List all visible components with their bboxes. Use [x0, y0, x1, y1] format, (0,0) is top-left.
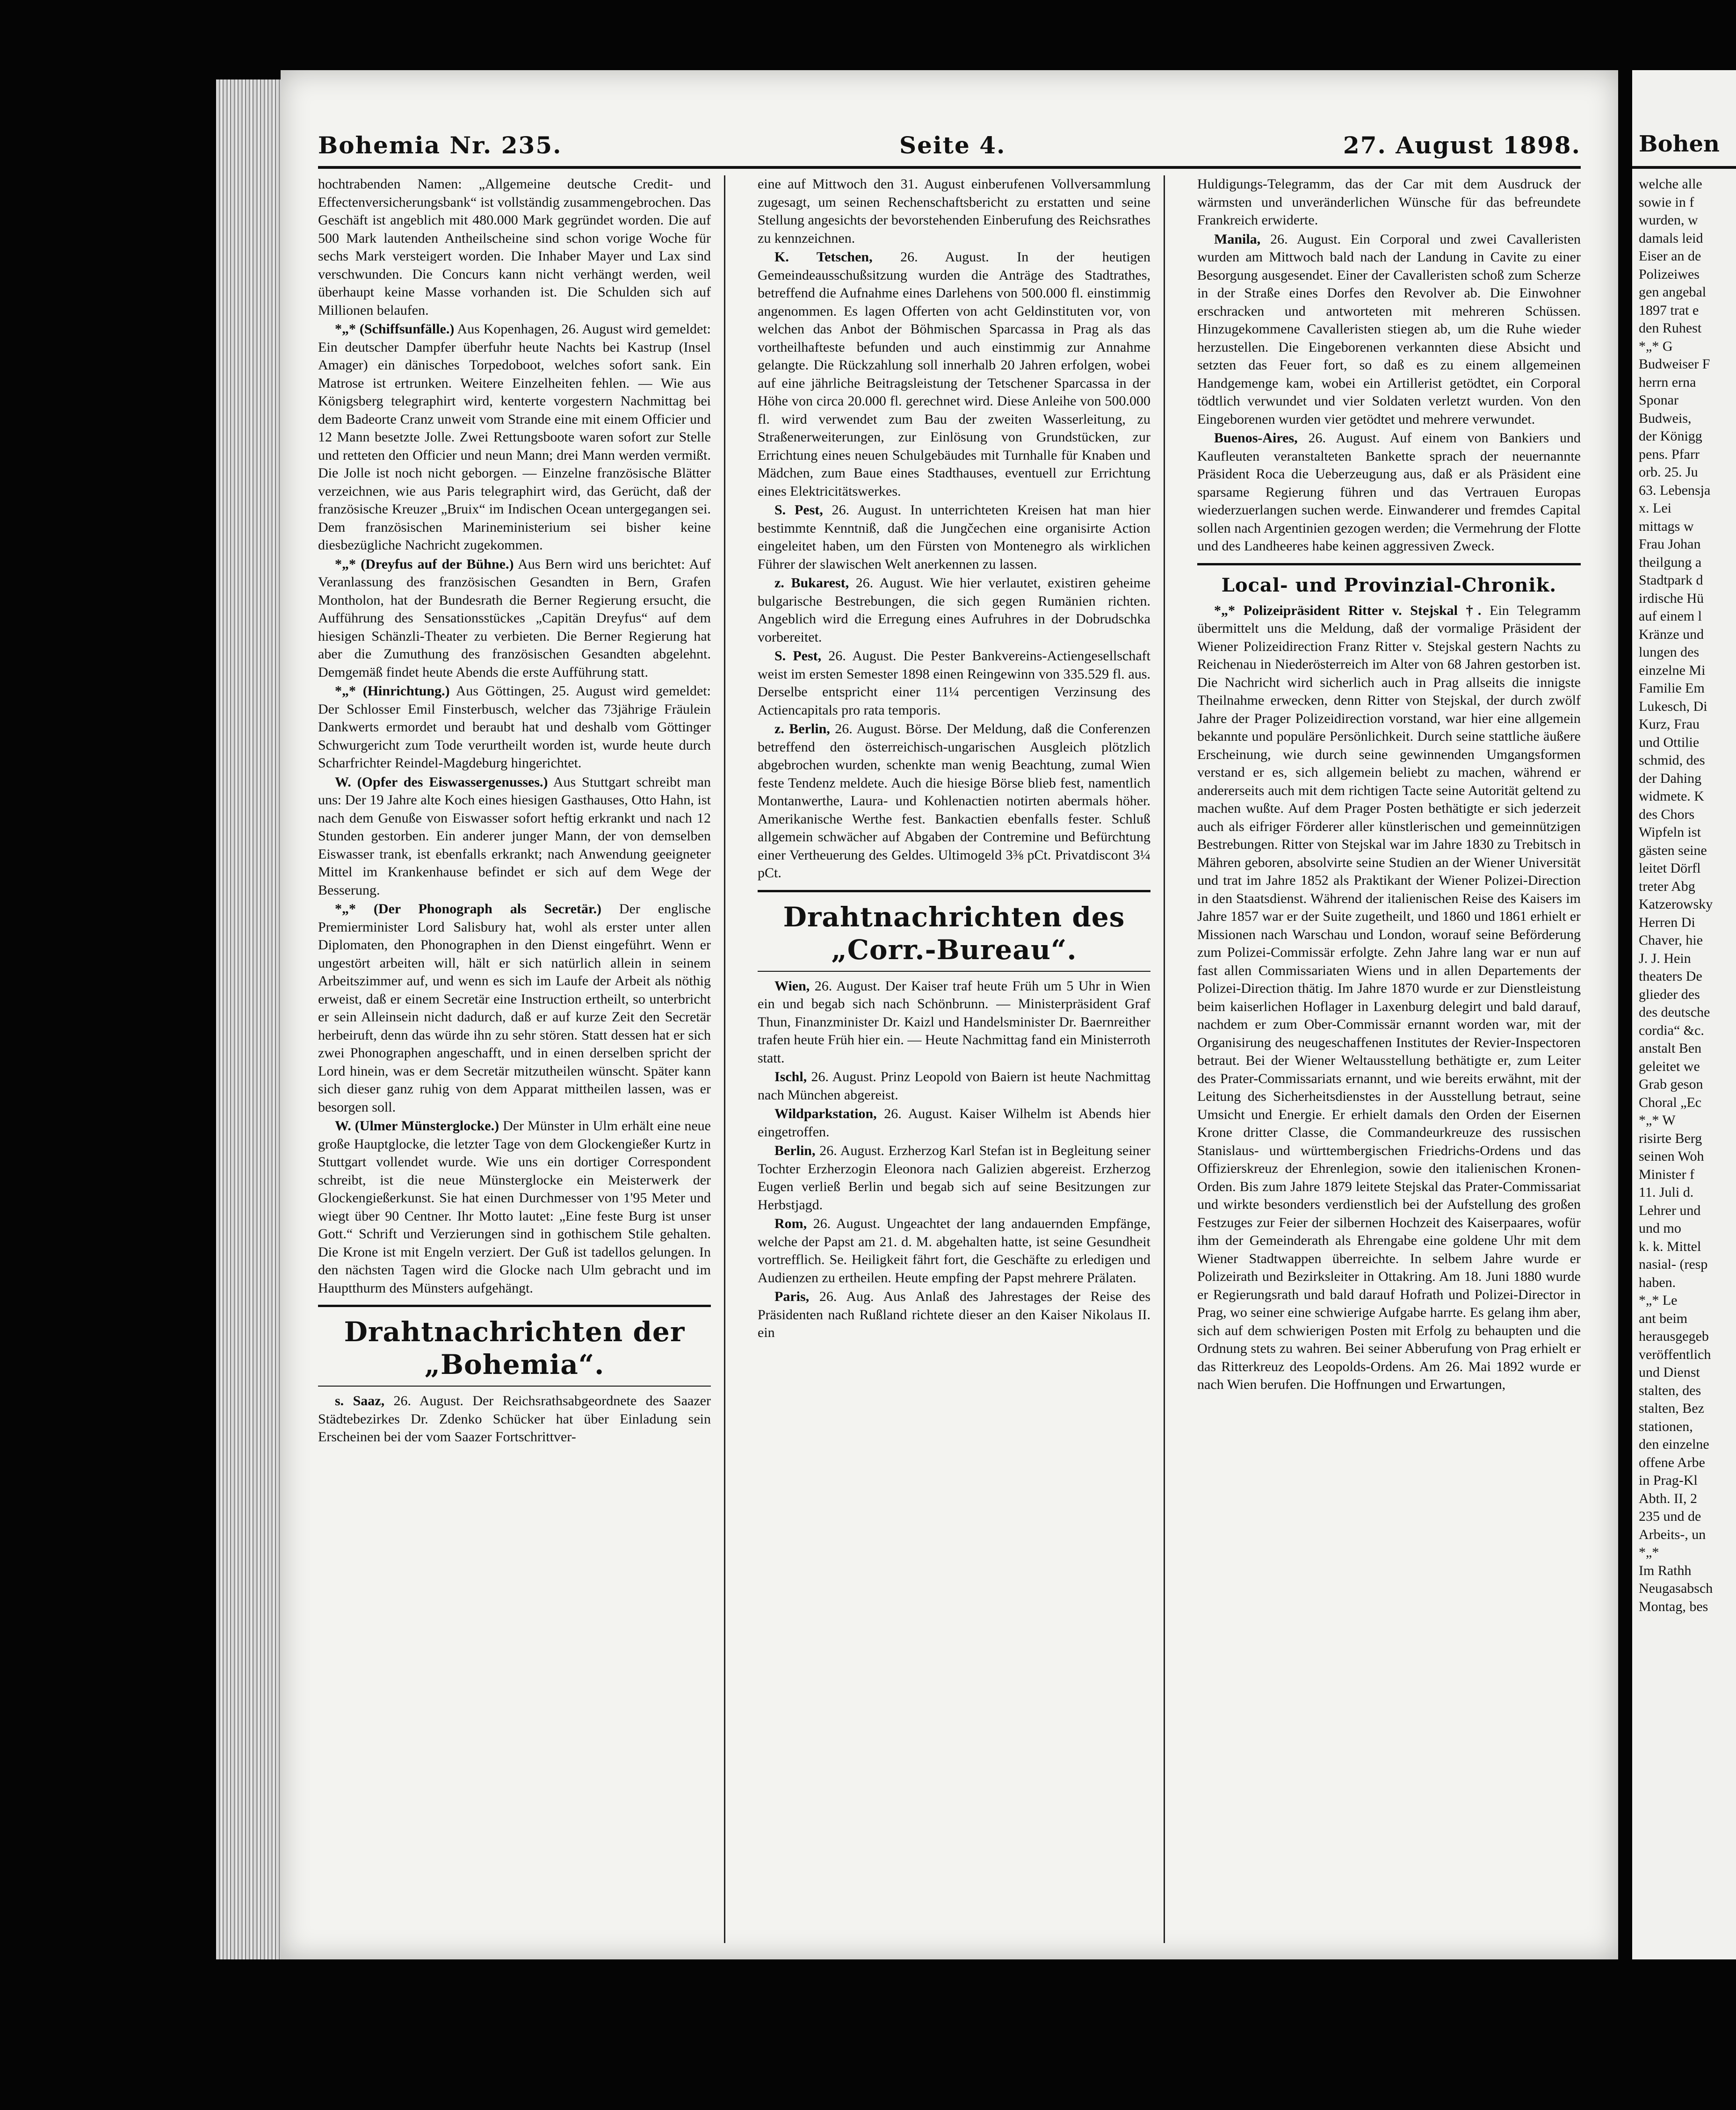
article-heading: Paris, [774, 1289, 810, 1304]
adjacent-page-line: J. J. Hein [1639, 950, 1691, 966]
section-rule [318, 1305, 711, 1307]
adjacent-page-line: seinen Woh [1639, 1149, 1704, 1164]
article-text: Der Münster in Ulm erhält eine neue große Hauptglocke, die letzter Tage von dem Glockengießer Kurtz in Stuttgart vollendet wurde. Wie uns ein dortiger Correspondent schreibt, ist die neue Münsterglocke ein Meisterwerk der Glockengießerkunst. Sie hat einen Durchmesser von 1'95 Meter und wiegt über 90 Centner. Ihr Motto lautet: „Eine feste Burg ist unser Gott.“ Schrift und Verzierungen sind in gothischem Stile gehalten. Die Krone ist mit Engeln verziert. Der Guß ist tadellos gelungen. In den nächsten Tagen wird die Glocke nach Ulm gebracht und im Hauptthurm des Münsters aufgehängt. [318, 1118, 711, 1296]
article-heading: Wildparkstation, [774, 1106, 877, 1121]
article-heading: Rom, [774, 1216, 807, 1231]
header-left: Bohemia Nr. 235. [318, 131, 562, 159]
adjacent-page-line: Neugasabsch [1639, 1581, 1713, 1596]
adjacent-page-line: *„* Le [1639, 1293, 1678, 1308]
article-text: 26. August. Erzherzog Karl Stefan ist in Begleitung seiner Tochter Erzherzogin Eleonora nach Galizien abgereist. Erzherzog Eugen verließ Berlin und begab sich auf seine Besitzungen zur Herbstjagd. [758, 1143, 1150, 1213]
article-text: Der englische Premierminister Lord Salisbury hat, wohl als erster unter allen Diplomaten, den Phonographen in den Dienst eingeführt. Wenn er ungestört arbeiten will, hält er sich natürlich allein in seinem Arbeitszimmer auf, und wenn es sich im Laufe der Arbeit als nöthig erweist, daß er einem Secretär eine Instruction ertheilt, so unterbricht er sein Alleinsein nicht dadurch, daß er auf kurze Zeit den Secretär herbeiruft, denn das würde ihn zu sehr stören. Statt dessen hat er sich zwei Phonographen angeschafft, und in einen derselben spricht der Lord hinein, was er dem Secretär mitzutheilen wünscht. Später kann sich dieser ganz ruhig von dem Apparat mittheilen lassen, was er besorgen soll. [318, 901, 711, 1115]
adjacent-page-line: stationen, [1639, 1418, 1693, 1434]
adjacent-page-line: Lehrer und [1639, 1202, 1701, 1218]
article-text: 26. August. In unterrichteten Kreisen hat man hier bestimmte Kenntniß, daß die Jungčechen eine organisirte Action eingeleitet haben, um den Fürsten von Montenegro als wirklichen Führer der slawischen Welt anerkennen zu lassen. [758, 502, 1150, 572]
adjacent-page-line: Budweiser F [1639, 356, 1710, 372]
adjacent-page-line: 1897 trat e [1639, 302, 1699, 318]
article-heading: *„* Polizeipräsident Ritter v. Stejskal †. [1214, 602, 1482, 618]
adjacent-page-line: Chaver, hie [1639, 932, 1703, 948]
adjacent-page-line: Lukesch, Di [1639, 698, 1707, 714]
article-text: 26. August. Der Kaiser traf heute Früh um 5 Uhr in Wien ein und begab sich nach Schönbrunn. — Ministerpräsident Graf Thun, Finanzminister Dr. Kaizl und Handelsminister Dr. Baernreither trafen heute Früh hier ein. — Heute Nachmittag fand ein Ministerroth statt. [758, 978, 1150, 1066]
adjacent-page-line: leitet Dörfl [1639, 860, 1701, 876]
adjacent-page-line: Polizeiwes [1639, 266, 1700, 282]
adjacent-page-line: treter Abg [1639, 878, 1695, 894]
adjacent-page-fragment [1632, 70, 1736, 1959]
article-paragraph [318, 556, 711, 682]
adjacent-page-line: ant beim [1639, 1310, 1688, 1326]
article-paragraph [758, 1068, 1150, 1104]
adjacent-page-line: Kurz, Frau [1639, 716, 1700, 732]
article-text: Aus Göttingen, 25. August wird gemeldet: Der Schlosser Emil Finsterbusch, welcher das 73jährige Fräulein Dankwerts ermordet und beraubt hat und deshalb vom Göttinger Schwurgericht zum Tode verurtheilt worden ist, wurde heute durch Scharfrichter Reindel-Magdeburg hingerichtet. [318, 683, 711, 771]
adjacent-page-line: Sponar [1639, 392, 1678, 408]
adjacent-page-lines [1639, 175, 1736, 1616]
article-paragraph [1197, 231, 1581, 429]
adjacent-page-line: glieder des [1639, 986, 1700, 1002]
article-paragraph [318, 682, 711, 773]
adjacent-page-line: und Ottilie [1639, 734, 1700, 750]
article-heading: W. (Ulmer Münsterglocke.) [335, 1118, 499, 1134]
adjacent-page-line: widmete. K [1639, 788, 1704, 804]
adjacent-page-line: nasial- (resp [1639, 1257, 1708, 1272]
column-3 [1197, 175, 1581, 1943]
adjacent-page-line: Katzerowsky [1639, 896, 1713, 912]
article-text: 26. August. Börse. Der Meldung, daß die Conferenzen betreffend den österreichisch-ungarischen Ausgleich plötzlich abgebrochen wurden, schenkte man wenig Beachtung, zumal Wien feste Tendenz meldete. Auch die hiesige Börse blieb fest, namentlich Montanwerthe, Laura- und Kohlenactien notirten abermals höher. Amerikanische Werthe fest. Bankactien ebenfalls fester. Schluß allgemein schwächer auf Abgaben der Contremine und Befürchtung einer Vertheuerung des Geldes. Ultimogeld 3⅜ pCt. Privatdiscont 3¼ pCt. [758, 721, 1150, 881]
article-text: 26. August. Die Pester Bankvereins-Actiengesellschaft weist im ersten Semester 1898 einen Reingewinn von 335.529 fl. aus. Derselbe entspricht einer 11¼ percentigen Verzinsung des Actiencapitals pro rata temporis. [758, 648, 1150, 718]
adjacent-page-line: *„* W [1639, 1113, 1676, 1128]
adjacent-page-line: Arbeits-, un [1639, 1526, 1706, 1542]
article-heading: S. Pest, [774, 648, 822, 664]
adjacent-page-line: Budweis, [1639, 410, 1692, 426]
article-heading: *„* (Dreyfus auf der Bühne.) [335, 556, 514, 572]
adjacent-page-rule [1632, 166, 1736, 169]
section-rule [318, 1386, 711, 1387]
article-paragraph [758, 1288, 1150, 1342]
article-text: 26. August. Auf einem von Bankiers und Kaufleuten veranstalteten Bankette sprach der neuernannte Präsident Roca die Ueberzeugung aus, daß er als Präsident eine sparsame Regierung führen und das Vertrauen Europas wiederzuerlangen suchen werde. Einwanderer und fremdes Capital sollen nach Argentinien gezogen werden; die Vermehrung der Flotte und des Landheeres habe keinen aggressiven Zweck. [1197, 430, 1581, 554]
column-2 [758, 175, 1150, 1943]
article-text: eine auf Mittwoch den 31. August einberufenen Vollversammlung zugesagt, um seinen Rechenschaftsbericht zu erstatten und seine Stellung angesichts der bevorstehenden Einberufung des Reichsrathes zu kennzeichnen. [758, 176, 1150, 246]
article-paragraph [318, 320, 711, 555]
article-heading: Ischl, [774, 1069, 807, 1084]
article-heading: Wien, [774, 978, 810, 994]
article-paragraph [1197, 602, 1581, 1394]
article-text: 26. August. Ein Corporal und zwei Cavalleristen wurden am Mittwoch bald nach der Landung in Cavite zu einer Besorgung ausgesendet. Einer der Cavalleristen schoß zum Scherze in der Straße eines Dorfes den Revolver ab. Die Einwohner erschracken und antworteten mit mehreren Schüssen. Hinzugekommene Cavalleristen stiegen ab, um die Ruhe wieder herzustellen. Die Eingeborenen verkannten diese Absicht und setzten das Feuer fort, so daß es zu einem allgemeinen Handgemenge kam, wobei ein Artillerist getödtet, ein Corporal tödtlich verwundet und vier Soldaten verletzt wurden. Von den Eingeborenen wurden vier getödtet und mehrere verwundet. [1197, 231, 1581, 427]
article-text: 26. August. Prinz Leopold von Baiern ist heute Nachmittag nach München abgereist. [758, 1069, 1150, 1103]
column-1 [318, 175, 711, 1943]
article-paragraph [318, 175, 711, 319]
article-text: 26. Aug. Aus Anlaß des Jahrestages der Reise des Präsidenten nach Rußland richtete dieser an den Kaiser Nikolaus II. ein [758, 1289, 1150, 1340]
article-heading: S. Pest, [774, 502, 823, 518]
article-text: Aus Kopenhagen, 26. August wird gemeldet: Ein deutscher Dampfer überfuhr heute Nachts bei Kastrup (Insel Amager) ein dänisches Torpedoboot, welches sofort sank. Ein Matrose ist ertrunken. Weitere Einzelheiten fehlen. — Wie aus Königsberg telegraphirt wird, kenterte vorgestern Nachmittag bei dem Badeorte Cranz unweit vom Strande eine mit einem Officier und 12 Mann besetzte Jolle. Zwei Rettungsboote waren sofort zur Stelle und retteten den Officier und neun Mann; drei Mann werden vermißt. Die Jolle ist noch nicht geborgen. — Einzelne französische Blätter verzeichnen, wie aus Paris telegraphirt wird, das Gerücht, daß der französische Kreuzer „Bruix“ im Indischen Ocean untergegangen sei. Dem französischen Marineministerium sei bisher keine diesbezügliche Nachricht zugekommen. [318, 321, 711, 553]
article-paragraph [1197, 429, 1581, 556]
adjacent-page-line: damals leid [1639, 230, 1703, 246]
adjacent-page-line: Kränze und [1639, 626, 1704, 642]
adjacent-page-line: schmid, des [1639, 752, 1705, 768]
adjacent-page-line: theilgung a [1639, 554, 1702, 570]
section-title-bohemia: Drahtnachrichten der „Bohemia“. [344, 1316, 685, 1380]
section-rule [1197, 563, 1581, 565]
section-rule [758, 971, 1150, 972]
article-paragraph [758, 175, 1150, 247]
adjacent-page-line: herrn erna [1639, 374, 1696, 390]
section-title-local-chronik: Local- und Provinzial-Chronik. [1221, 574, 1557, 596]
adjacent-page-line: Wipfeln ist [1639, 824, 1701, 840]
article-heading: K. Tetschen, [774, 249, 873, 265]
article-heading: Berlin, [774, 1143, 816, 1158]
adjacent-page-line: Choral „Ec [1639, 1094, 1702, 1110]
adjacent-page-line: des deutsche [1639, 1004, 1710, 1020]
article-text: hochtrabenden Namen: „Allgemeine deutsche Credit- und Effectenversicherungsbank“ ist vollständig zusammengebrochen. Das Geschäft ist angeblich mit 480.000 Mark gegründet worden. Die auf 500 Mark lautenden Antheilscheine sind schon vorige Woche für sechs Mark versteigert worden. Die Inhaber Mayer und Lax sind verschwunden. Die Concurs kann nicht verhängt werden, weil überhaupt keine Masse vorhanden ist. Die Schulden sich auf Millionen belaufen. [318, 176, 711, 318]
article-heading: Manila, [1214, 231, 1261, 247]
article-text: Aus Stuttgart schreibt man uns: Der 19 Jahre alte Koch eines hiesigen Gasthauses, Otto Hahn, ist nach dem Genuße von Eiswasser sofort heftig erkrankt und nach 12 Stunden gestorben. Ein anderer junger Mann, der von demselben Eiswasser trank, ist ebenfalls erkrankt; nach Anwendung geeigneter Mittel im Krankenhause befindet er sich auf dem Wege der Besserung. [318, 774, 711, 898]
article-paragraph [318, 900, 711, 1116]
article-heading: *„* (Der Phonograph als Secretär.) [335, 901, 602, 917]
article-paragraph [758, 977, 1150, 1068]
adjacent-page-line: 63. Lebensja [1639, 482, 1711, 498]
column-3-section-items [1197, 602, 1581, 1394]
article-paragraph [758, 501, 1150, 573]
article-paragraph [758, 1105, 1150, 1141]
adjacent-page-line: *„* [1639, 1545, 1659, 1560]
article-paragraph [758, 647, 1150, 719]
article-paragraph [318, 773, 711, 900]
adjacent-page-line: k. k. Mittel [1639, 1238, 1701, 1254]
column-1-section-items [318, 1392, 711, 1446]
adjacent-page-line: der Königg [1639, 428, 1702, 444]
adjacent-page-line: stalten, Bez [1639, 1401, 1704, 1416]
article-paragraph [758, 1142, 1150, 1214]
running-head [318, 126, 1581, 159]
article-paragraph [1197, 175, 1581, 230]
adjacent-page-line: des Chors [1639, 806, 1695, 822]
adjacent-page-line: der Dahing [1639, 770, 1702, 786]
adjacent-page-line: cordia“ &c. [1639, 1022, 1704, 1038]
adjacent-page-line: 11. Juli d. [1639, 1185, 1694, 1200]
article-text: Ein Telegramm übermittelt uns die Meldung, daß der vormalige Präsident der Wiener Polizeidirection Franz Ritter v. Stejskal gestern Nachts zu Reichenau in Niederösterreich im Alter von 68 Jahren gestorben ist. Die Nachricht wird sicherlich auch in Prag allseits die innigste Theilnahme erwecken, denn Ritter von Stejskal, der durch zwölf Jahre der Prager Polizeidirection vorstand, war hier eine allgemein bekannte und populäre Persönlichkeit. Durch seine stattliche äußere Erscheinung, wie durch seine gewinnenden Umgangsformen verstand er es, sich allgemein beliebt zu machen, während er andererseits auch mit dem richtigen Tacte seine Autorität geltend zu machen wußte. Auf dem Prager Posten bethätigte er sich jederzeit auch als eifriger Förderer aller künstlerischen und gemeinnützigen Bestrebungen. Ritter von Stejskal war im Jahre 1830 zu Trebitsch in Mähren geboren, absolvirte seine Studien an der Wiener Universität und trat im Jahre 1852 als Praktikant der Wiener Polizei-Direction in den Staatsdienst. Während der italienischen Reise des Kaisers im Jahre 1857 war er der Suite zugetheilt, und 1860 und 1861 erhielt er Missionen nach Warschau und London, worauf seine Beförderung zum Polizei-Commissär erfolgte. Zehn Jahre lang war er nun auf fast allen Commissariaten Wiens und in allen Departements der Polizei-Direction thätig. Im Jahre 1870 wurde er zur Dienstleistung beim kaiserlichen Hoflager in Laxenburg delegirt und bald darauf, nachdem er zum Ober-Commissär ernannt worden war, mit der Organisirung des neugeschaffenen Institutes der Revier-Inspectoren betraut. Bei der Wiener Weltausstellung bethätigte er, zum Leiter des Prater-Commissariats ernannt, und wie bereits erwähnt, mit der Leitung des Sicherheitsdienstes in der Ausstellung betraut, seine Umsicht und Energie. Er erhielt damals den Orden der Eisernen Krone dritter Classe, die Commandeurkreuze des russischen Stanislaus- und württembergischen Friedrichs-Ordens und das Offizierskreuz der Ehrenlegion, sowie den italienischen Kronen-Orden. Bis zum Jahre 1879 leitete Stejskal das Prater-Commissariat und wirkte besonders verdienstlich bei der Aufstellung des großen Festzuges zur Feier der silbernen Hochzeit des Kaiserpaares, wofür ihm der Gemeinderath als Ehrengabe eine goldene Uhr mit dem Wiener Stadtwappen überreichte. In selbem Jahre wurde er Polizeirath und Bezirksleiter in Ottakring. Am 18. Juni 1880 wurde er Regierungsrath und bald darauf Hofrath und Polizei-Director in Prag, wo seiner eine schwierige Aufgabe harrte. Es gelang ihm aber, sich auf dem schwierigen Posten mit Erfolg zu behaupten und die Ordnung stets zu wahren. Bei seiner Abberufung von Prag erhielt er das Ritterkreuz des Leopolds-Ordens. Am 26. Mai 1892 wurde er nach Wien berufen. Die Hoffnungen und Erwartungen, [1197, 602, 1581, 1392]
adjacent-page-line: Montag, bes [1639, 1598, 1708, 1614]
article-heading: Buenos-Aires, [1214, 430, 1298, 446]
adjacent-page-line: den Ruhest [1639, 320, 1702, 336]
section-title-corr-bureau: Drahtnachrichten des „Corr.-Bureau“. [783, 901, 1125, 966]
adjacent-page-line: Im Rathh [1639, 1562, 1692, 1578]
article-heading: s. Saaz, [335, 1393, 385, 1409]
adjacent-page-line: veröffentlich [1639, 1346, 1711, 1362]
article-heading: W. (Opfer des Eiswassergenusses.) [335, 774, 548, 790]
adjacent-page-line: auf einem l [1639, 608, 1702, 624]
adjacent-page-line: sowie in f [1639, 194, 1694, 210]
adjacent-page-line: gen angebal [1639, 284, 1707, 300]
header-center: Seite 4. [899, 131, 1006, 159]
adjacent-page-line: risirte Berg [1639, 1130, 1702, 1146]
header-right: 27. August 1898. [1343, 131, 1581, 159]
article-text: Huldigungs-Telegramm, das der Car mit dem Ausdruck der wärmsten und unveränderlichen Wünsche für das befreundete Frankreich erwiderte. [1197, 176, 1581, 228]
adjacent-page-line: den einzelne [1639, 1437, 1709, 1452]
article-paragraph [318, 1392, 711, 1446]
adjacent-page-line: und Dienst [1639, 1365, 1700, 1380]
column-2-articles [758, 175, 1150, 882]
adjacent-page-line: einzelne Mi [1639, 662, 1706, 678]
adjacent-page-line: offene Arbe [1639, 1454, 1705, 1470]
adjacent-page-line: Abth. II, 2 [1639, 1490, 1697, 1506]
article-paragraph [758, 248, 1150, 500]
article-text: 26. August. Ungeachtet der lang andauernden Empfänge, welche der Papst am 21. d. M. abgehalten hatte, ist seine Gesundheit vortrefflich. Se. Heiligkeit fährt fort, die Geschäfte zu erledigen und Audienzen zu ertheilen. Heute empfing der Papst mehrere Prälaten. [758, 1216, 1150, 1286]
article-text: 26. August. In der heutigen Gemeindeausschußsitzung wurden die Anträge des Stadtrathes, betreffend die Aufnahme eines Darlehens von 500.000 fl. einstimmig angenommen. Es lagen Offerten von acht Geldinstituten vor, von welchen das Anbot der Böhmischen Sparcassa in Prag als das vortheilhafteste befunden und auch einstimmig zur Annahme gelangte. Die Rückzahlung soll innerhalb 20 Jahren erfolgen, wobei auf eine jährliche Beitragsleistung der Tetschener Sparcassa in der Höhe von circa 20.000 fl. gerechnet wird. Diese Anleihe von 500.000 fl. wird verwendet zum Bau der zweiten Wasserleitung, zu Straßenerweiterungen, zur Einlösung von Grundstücken, zur Errichtung eines neuen Schulgebäudes mit Turnhalle für Knaben und Mädchen, zum Baue eines Stadthauses, eventuell zur Errichtung eines Elektricitätswerkes. [758, 249, 1150, 499]
adjacent-page-line: Grab geson [1639, 1077, 1703, 1092]
adjacent-page-line: Minister f [1639, 1166, 1695, 1182]
article-paragraph [318, 1117, 711, 1297]
adjacent-page-line: gästen seine [1639, 842, 1707, 858]
article-heading: z. Bukarest, [774, 575, 849, 591]
article-text: 26. August. Der Reichsrathsabgeordnete des Saazer Städtebezirkes Dr. Zdenko Schücker hat über Einladung sein Erscheinen bei der vom Saazer Fortschrittver- [318, 1393, 711, 1445]
newspaper-page [281, 70, 1618, 1959]
article-heading: *„* (Hinrichtung.) [335, 683, 450, 699]
column-3-articles [1197, 175, 1581, 556]
column-divider [724, 175, 725, 1943]
adjacent-page-line: haben. [1639, 1274, 1676, 1290]
article-text: 26. August. Wie hier verlautet, existiren geheime bulgarische Bestrebungen, die sich gegen Rumänien richten. Angeblich wird die Erregung eines Aufruhres in der Dobrudschka vorbereitet. [758, 575, 1150, 645]
adjacent-page-line: Eiser an de [1639, 248, 1701, 264]
adjacent-page-header: Bohen [1639, 131, 1720, 157]
adjacent-page-line: wurden, w [1639, 212, 1698, 228]
column-1-articles [318, 175, 711, 1297]
adjacent-page-line: lungen des [1639, 644, 1700, 660]
adjacent-page-line: x. Lei [1639, 500, 1671, 516]
adjacent-page-line: pens. Pfarr [1639, 446, 1700, 462]
article-paragraph [758, 1215, 1150, 1287]
column-2-section-items [758, 977, 1150, 1342]
section-rule [758, 890, 1150, 892]
adjacent-page-line: orb. 25. Ju [1639, 464, 1698, 480]
page-stack-edge [216, 79, 286, 1959]
article-text: 26. August. Kaiser Wilhelm ist Abends hier eingetroffen. [758, 1106, 1150, 1140]
adjacent-page-line: theaters De [1639, 968, 1702, 984]
adjacent-page-line: irdische Hü [1639, 590, 1704, 606]
adjacent-page-line: anstalt Ben [1639, 1041, 1702, 1056]
article-paragraph [758, 574, 1150, 646]
adjacent-page-line: Frau Johan [1639, 536, 1701, 552]
adjacent-page-line: geleitet we [1639, 1058, 1700, 1074]
adjacent-page-line: mittags w [1639, 518, 1694, 534]
adjacent-page-line: Stadtpark d [1639, 572, 1703, 588]
column-divider [1164, 175, 1165, 1943]
adjacent-page-line: *„* G [1639, 338, 1673, 354]
adjacent-page-line: stalten, des [1639, 1382, 1701, 1398]
adjacent-page-line: in Prag-Kl [1639, 1473, 1698, 1488]
adjacent-page-line: Herren Di [1639, 914, 1695, 930]
header-rule [318, 166, 1581, 169]
article-heading: z. Berlin, [774, 721, 830, 737]
article-text: Aus Bern wird uns berichtet: Auf Veranlassung des französischen Gesandten in Bern, Grafen Montholon, hat der Bundesrath die Berner Regierung ersucht, die Aufführung des Sensationsstückes „Capitän Dreyfus“ auf dem hiesigen Schänzli-Theater zu verbieten. Die Berner Regierung hat aber die Zumuthung des französischen Gesandten abgelehnt. Demgemäß findet heute Abends die erste Aufführung statt. [318, 556, 711, 680]
adjacent-page-line: 235 und de [1639, 1509, 1701, 1524]
article-paragraph [758, 720, 1150, 882]
adjacent-page-line: welche alle [1639, 176, 1702, 192]
article-heading: *„* (Schiffsunfälle.) [335, 321, 455, 337]
adjacent-page-line: Familie Em [1639, 680, 1705, 696]
adjacent-page-line: und mo [1639, 1221, 1681, 1236]
adjacent-page-line: herausgegeb [1639, 1329, 1709, 1344]
